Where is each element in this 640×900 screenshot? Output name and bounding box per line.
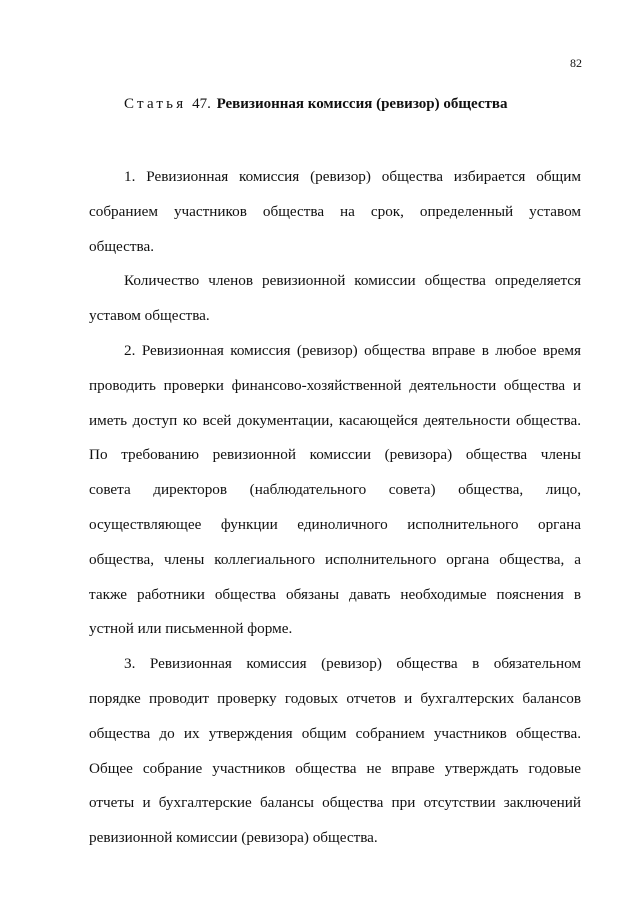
text-line: общества, члены коллегиального исполнительного органа общества, а [89,550,581,568]
text-line: отчеты и бухгалтерские балансы общества при отсутствии заключений [89,794,581,812]
text-line: иметь доступ ко всей документации, касающейся деятельности общества. [89,411,581,429]
paragraph [89,264,581,334]
article-body [89,160,581,856]
text-line: совета директоров (наблюдательного совета) общества, лицо, [89,481,581,499]
text-line: Количество членов ревизионной комиссии общества определяется [124,272,581,290]
text-line: общества. [89,237,155,255]
text-line: устной или письменной форме. [89,620,293,638]
text-line: Общее собрание участников общества не вправе утверждать годовые [89,759,581,777]
article-heading [124,94,508,114]
text-line: проводить проверки финансово-хозяйственной деятельности общества и [89,376,581,394]
text-line: По требованию ревизионной комиссии (ревизора) общества члены [89,446,581,464]
text-line: 1. Ревизионная комиссия (ревизор) общества избирается общим [124,168,581,185]
text-line: 3. Ревизионная комиссия (ревизор) общества в обязательном [124,655,581,673]
paragraph [89,647,581,856]
text-line: ревизионной комиссии (ревизора) общества. [89,829,378,847]
text-line: также работники общества обязаны давать необходимые пояснения в [89,585,581,603]
article-title: Ревизионная комиссия (ревизор) общества [216,96,508,112]
article-label: Статья [124,96,187,112]
text-line: осуществляющее функции единоличного исполнительного органа [89,515,581,533]
text-line: общества до их утверждения общим собранием участников общества. [89,724,581,742]
page-number: 82 [570,56,582,70]
text-line: порядке проводит проверку годовых отчетов и бухгалтерских балансов [89,689,581,707]
article-number: 47. [192,96,211,112]
paragraph [89,334,581,647]
text-line: собранием участников общества на срок, определенный уставом [89,202,581,220]
paragraph [89,160,581,264]
text-line: уставом общества. [89,307,210,325]
text-line: 2. Ревизионная комиссия (ревизор) общества вправе в любое время [124,341,581,359]
